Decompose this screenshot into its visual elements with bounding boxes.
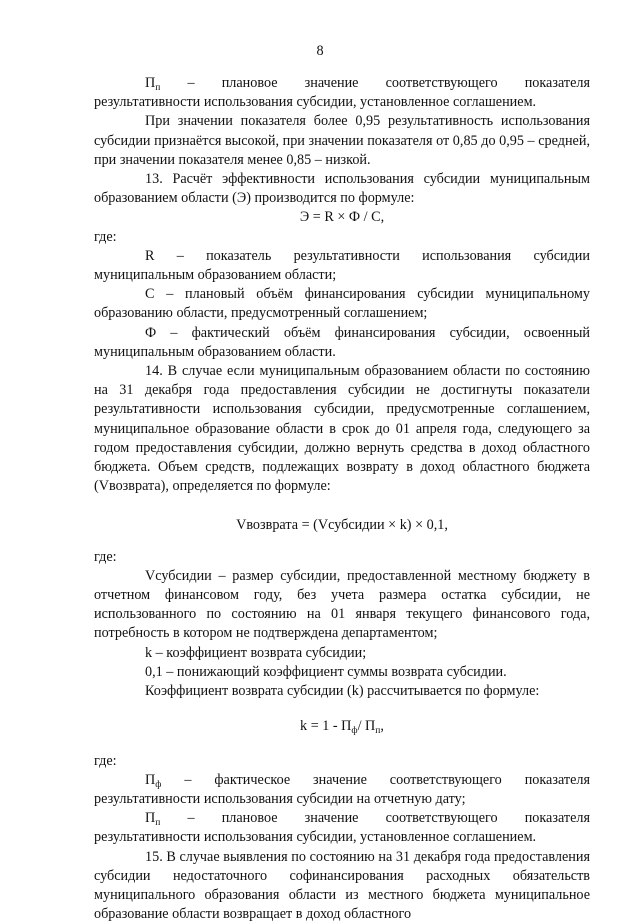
definition-k: k – коэффициент возврата субсидии; xyxy=(145,644,367,661)
paragraph-14: 14. В случае если муниципальным образованием области по состоянию на 31 декабря года предоставления субсидии не достигнуты показатели результативности использования субсидии, предусмотренные соглашением, муниципальное образование области в срок до 01 апреля года, следующего за годом предоставления субсидии, должно вернуть средства в доход областного бюджета. Объем средств, подлежащих возврату в доход областного бюджета (Vвозврата), определяется по формуле: xyxy=(94,363,590,495)
paragraph-k-formula-intro: Коэффициент возврата субсидии (k) рассчитывается по формуле: xyxy=(145,683,540,700)
formula-return: Vвозврата = (Vсубсидии × k) × 0,1, xyxy=(236,517,448,534)
definition-f: Ф – фактический объём финансирования субсидии, освоенный муниципальным образованием области. xyxy=(94,324,590,360)
paragraph-15: 15. В случае выявления по состоянию на 31 декабря года предоставления субсидии недостаточного софинансирования расходных обязательств муниципального образования области из местного бюджета муниципальное образование области возвращает в доход областного xyxy=(94,848,590,923)
document-body xyxy=(94,74,590,924)
where-label: где: xyxy=(94,228,117,245)
definition-pf-cont: результативности использования субсидии на отчетную дату; xyxy=(94,790,466,807)
paragraph-plan-value: $П_п$ – плановое значение соответствующего показателя xyxy=(145,75,590,93)
paragraph-thresholds: При значении показателя более 0,95 результативность использования субсидии признаётся высокой, при значении показателя от 0,85 до 0,95 – средней, при значении показателя менее 0,85 – низкой. xyxy=(94,113,590,168)
paragraph-13: 13. Расчёт эффективности использования субсидии муниципальным образованием области (Э) производится по формуле: xyxy=(94,171,590,207)
where-label: где: xyxy=(94,548,117,565)
definition-coef: 0,1 – понижающий коэффициент суммы возврата субсидии. xyxy=(145,663,507,680)
definition-pp-cont: результативности использования субсидии, установленное соглашением. xyxy=(94,829,537,846)
definition-c: С – плановый объём финансирования субсидии муниципальному образованию области, предусмотренный соглашением; xyxy=(94,286,590,322)
where-label: где: xyxy=(94,752,117,769)
paragraph-plan-value-cont: результативности использования субсидии, установленное соглашением. xyxy=(94,94,537,111)
definition-pf: $П_ф$ – фактическое значение соответствующего показателя xyxy=(145,771,590,790)
page-number: 8 xyxy=(316,43,324,59)
definition-r: R – показатель результативности использования субсидии муниципальным образованием области; xyxy=(94,247,590,284)
definition-vsubsidy: Vсубсидии – размер субсидии, предоставленной местному бюджету в отчетном финансовом году, без учета размера остатка субсидии, не использованного по состоянию на 01 января текущего финансового года, потребность в котором не подтверждена департаментом; xyxy=(94,567,590,642)
formula-k: $k = 1 - П_ф/$ $П_п$, xyxy=(300,718,384,737)
formula-efficiency: Э = R × Ф / С, xyxy=(299,209,385,226)
definition-pp: $П_п$ – плановое значение соответствующего показателя xyxy=(145,810,590,829)
